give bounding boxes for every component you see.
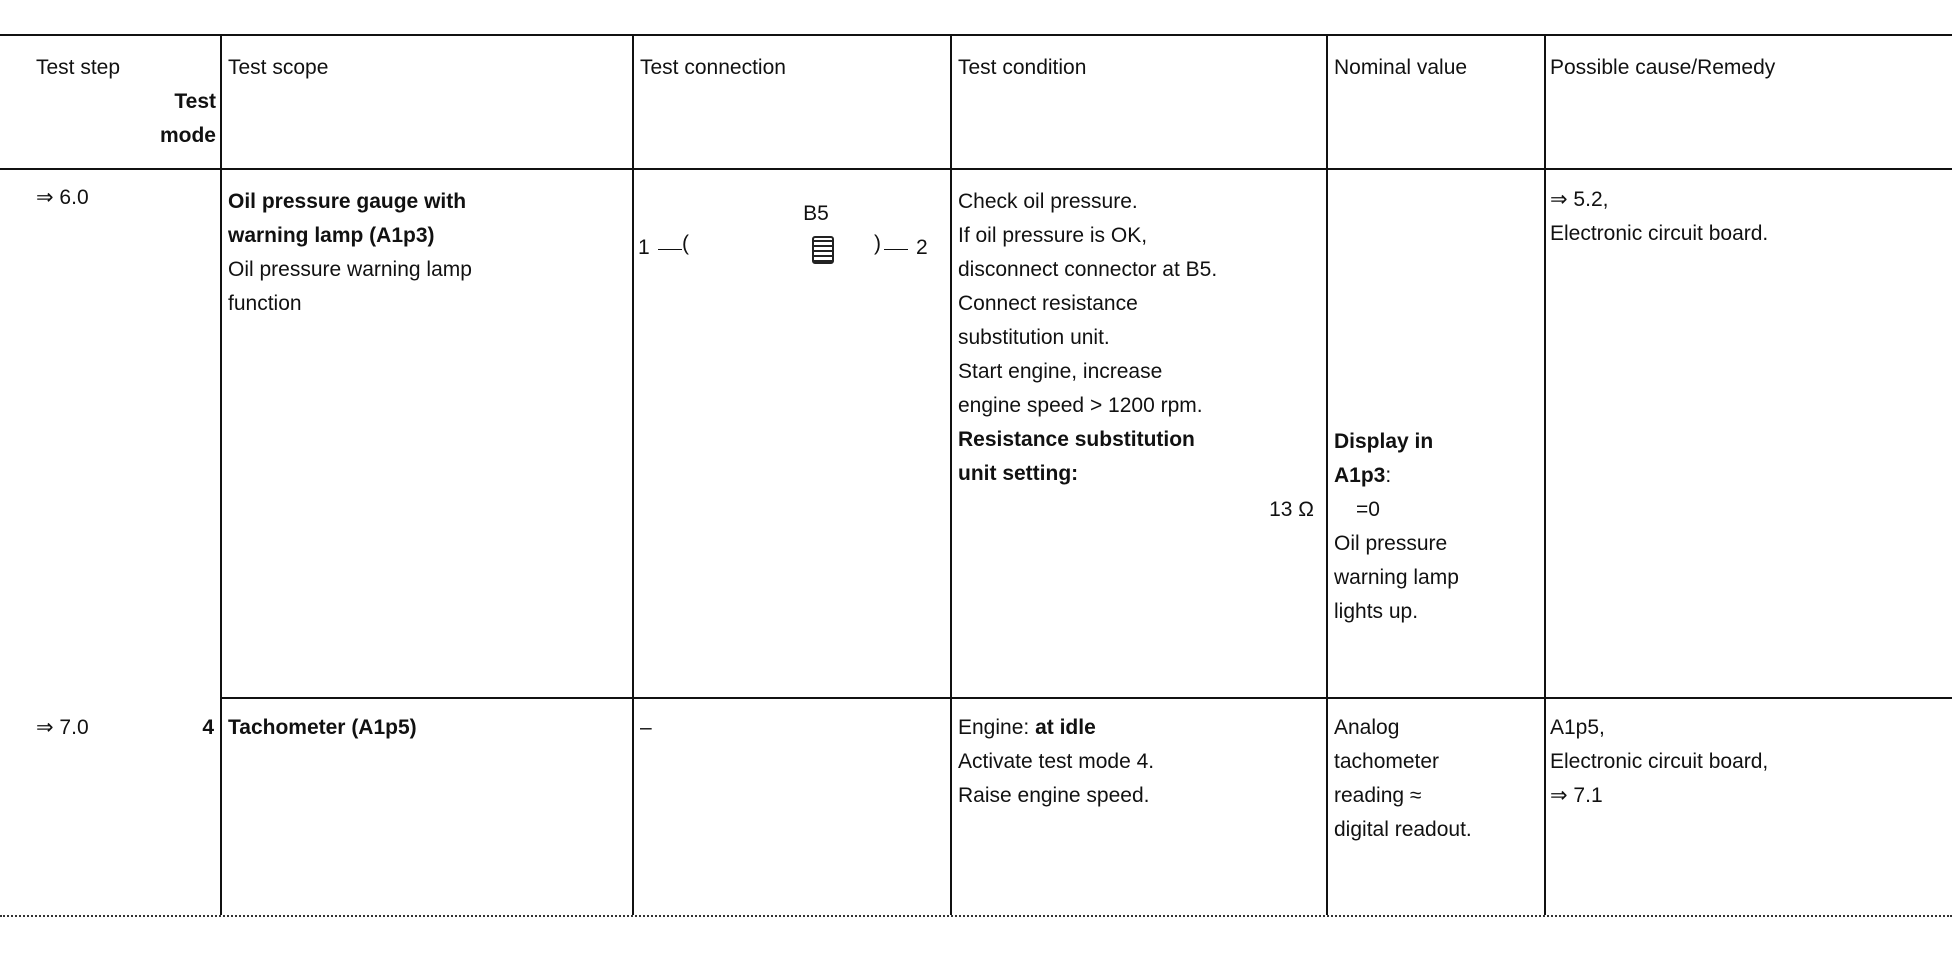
row1-possible-line: Electronic circuit board. [1550, 222, 1769, 245]
row1-condition-bold-2: unit setting: [958, 462, 1079, 485]
row1-scope-title-2: warning lamp (A1p3) [228, 224, 435, 247]
row2-condition-engine-label: Engine: [958, 716, 1036, 739]
row1-condition-value: 13 Ω [1269, 498, 1314, 521]
row1-nominal-colon: : [1385, 464, 1392, 487]
row1-condition-bold-1: Resistance substitution [958, 428, 1195, 451]
row2-condition-engine-state: at idle [1035, 716, 1096, 739]
row2-condition-line: Activate test mode 4. [958, 750, 1155, 773]
row2-nominal-line: Analog [1334, 716, 1400, 739]
table-bottom-dotted-rule [0, 915, 1952, 917]
connector-label-b5: B5 [803, 202, 829, 225]
row1-condition-line: disconnect connector at B5. [958, 258, 1218, 281]
row1-nominal-bold-2-wrap [1334, 460, 1391, 492]
header-possible-cause: Possible cause/Remedy [1550, 56, 1776, 79]
row2-scope-title: Tachometer (A1p5) [228, 716, 417, 739]
row1-nominal-line: =0 [1356, 498, 1380, 521]
header-nominal-value: Nominal value [1334, 56, 1468, 79]
row1-nominal-line: Oil pressure [1334, 532, 1448, 555]
connector-pin-1: 1 [638, 236, 650, 259]
row2-possible-line: Electronic circuit board, [1550, 750, 1769, 773]
table-top-rule [0, 34, 1952, 36]
row2-condition-engine [958, 712, 1096, 744]
header-mode: mode [159, 124, 216, 147]
connector-plug-icon [812, 236, 834, 264]
connector-lead-right [884, 249, 908, 250]
row2-condition-line: Raise engine speed. [958, 784, 1150, 807]
header-test-connection: Test connection [640, 56, 786, 79]
column-divider [1544, 34, 1546, 915]
row1-condition-line: Start engine, increase [958, 360, 1163, 383]
header-rule [0, 168, 1952, 170]
row1-condition-line: If oil pressure is OK, [958, 224, 1148, 247]
row2-nominal-line: reading ≈ [1334, 784, 1422, 807]
column-divider [1326, 34, 1328, 915]
row1-condition-line: substitution unit. [958, 326, 1110, 349]
row2-connection: – [640, 716, 652, 739]
row1-possible-line: ⇒ 5.2, [1550, 188, 1609, 211]
row1-test-step: ⇒ 6.0 [36, 186, 89, 209]
row2-test-mode: 4 [202, 716, 214, 739]
row1-scope-title-1: Oil pressure gauge with [228, 190, 467, 213]
header-test-step: Test step [36, 56, 121, 79]
header-test: Test [174, 90, 216, 113]
row2-possible-line: A1p5, [1550, 716, 1605, 739]
row2-nominal-line: digital readout. [1334, 818, 1472, 841]
row1-nominal-bold-1: Display in [1334, 430, 1434, 453]
connector-lead-left [658, 249, 682, 250]
row1-condition-line: Connect resistance [958, 292, 1138, 315]
row1-condition-line: Check oil pressure. [958, 190, 1138, 213]
row1-nominal-line: warning lamp [1334, 566, 1459, 589]
row-divider [220, 697, 1952, 699]
row1-scope-text-1: Oil pressure warning lamp [228, 258, 472, 281]
connector-pin-2: 2 [916, 236, 928, 259]
row2-nominal-line: tachometer [1334, 750, 1440, 773]
row1-scope-text-2: function [228, 292, 302, 315]
row1-nominal-bold-2: A1p3 [1334, 464, 1386, 487]
column-divider [220, 34, 222, 915]
header-test-scope: Test scope [228, 56, 329, 79]
column-divider [632, 34, 634, 915]
row2-test-step: ⇒ 7.0 [36, 716, 89, 739]
socket-right-icon: ) [874, 232, 881, 255]
row2-possible-line: ⇒ 7.1 [1550, 784, 1603, 807]
header-test-condition: Test condition [958, 56, 1087, 79]
column-divider [950, 34, 952, 915]
row1-nominal-line: lights up. [1334, 600, 1419, 623]
socket-left-icon: ( [682, 232, 689, 255]
row1-condition-line: engine speed > 1200 rpm. [958, 394, 1203, 417]
